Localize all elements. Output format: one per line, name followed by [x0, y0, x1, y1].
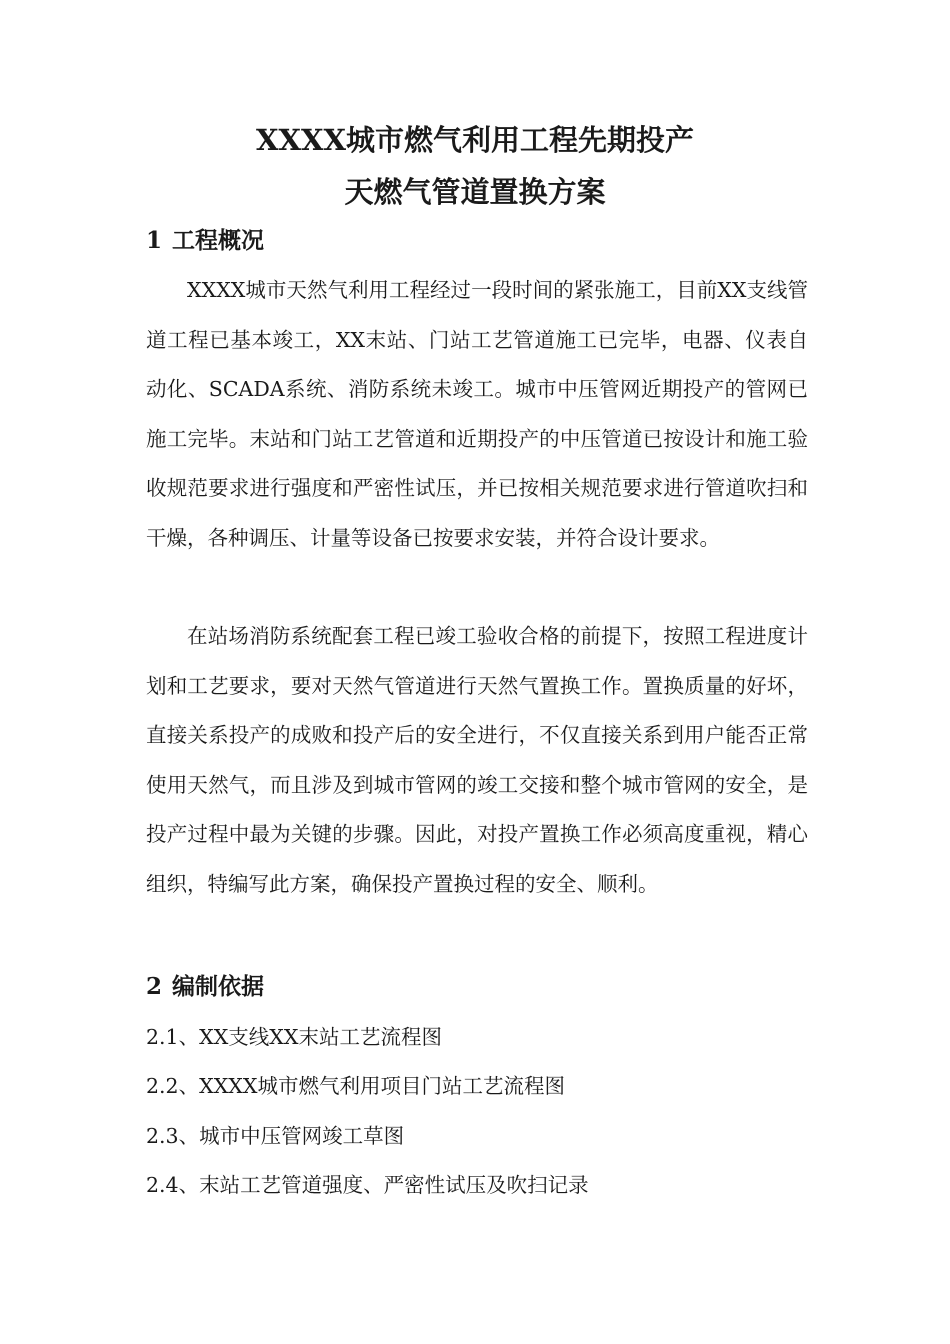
section-1-number: 1: [146, 227, 163, 254]
section-1-heading: [146, 224, 264, 258]
section-1-paragraph-1: XXXX城市天然气利用工程经过一段时间的紧张施工，目前XX支线管道工程已基本竣工，XX末站、门站工艺管道施工已完毕，电器、仪表自动化、SCADA系统、消防系统未竣工。城市中压管网近期投产的管网已施工完毕。末站和门站工艺管道和近期投产的中压管道已按设计和施工验收规范要求进行强度和严密性试压，并已按相关规范要求进行管道吹扫和干燥，各种调压、计量等设备已按要求安装，并符合设计要求。: [146, 278, 808, 550]
section-1-title: 工程概况: [172, 227, 265, 254]
reference-item-2-4: 2.4、末站工艺管道强度、严密性试压及吹扫记录: [146, 1173, 589, 1197]
document-title-line-2: 天燃气管道置换方案: [344, 175, 606, 209]
reference-item-2-1: 2.1、XX支线XX末站工艺流程图: [146, 1025, 442, 1049]
section-2-title: 编制依据: [172, 973, 265, 1000]
section-2-number: 2: [146, 973, 163, 1000]
section-2-heading: [146, 970, 264, 1004]
reference-item-2-2: 2.2、XXXX城市燃气利用项目门站工艺流程图: [146, 1074, 565, 1098]
reference-item-2-3: 2.3、城市中压管网竣工草图: [146, 1124, 405, 1148]
document-title-line-1: XXXX城市燃气利用工程先期投产: [255, 123, 694, 157]
section-1-paragraph-2: 在站场消防系统配套工程已竣工验收合格的前提下，按照工程进度计划和工艺要求，要对天然气管道进行天然气置换工作。置换质量的好坏，直接关系投产的成败和投产后的安全进行，不仅直接关系到用户能否正常使用天然气，而且涉及到城市管网的竣工交接和整个城市管网的安全，是投产过程中最为关键的步骤。因此，对投产置换工作必须高度重视，精心组织，特编写此方案，确保投产置换过程的安全、顺利。: [146, 624, 808, 896]
